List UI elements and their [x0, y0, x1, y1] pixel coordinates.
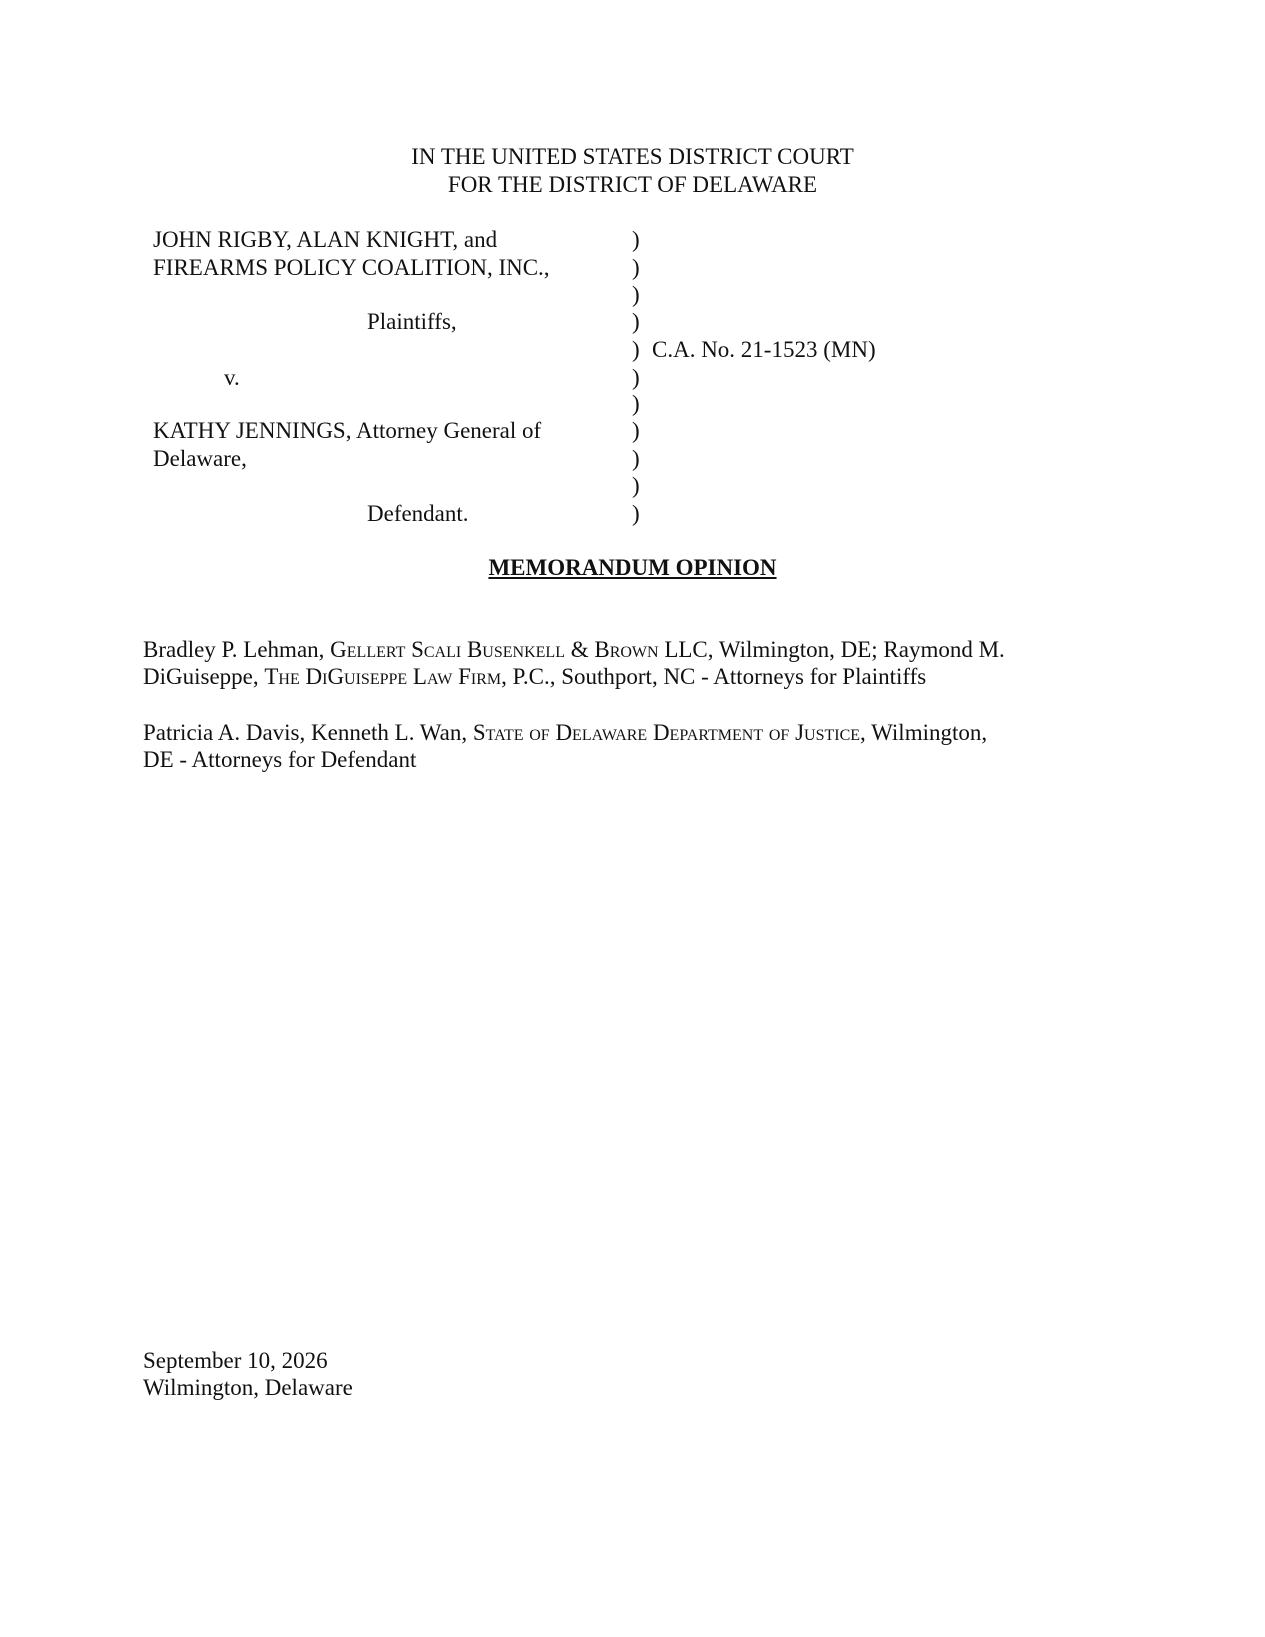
plaintiffs-names-line2: FIREARMS POLICY COALITION, INC., — [153, 255, 550, 280]
attorney-name: Bradley P. Lehman, — [143, 637, 331, 662]
caption-paren: ) — [632, 337, 640, 362]
firm-details: LLC, Wilmington, DE; Raymond M. — [658, 637, 1005, 662]
agency-name: State of Delaware Department of Justice — [472, 720, 861, 745]
caption-paren: ) — [632, 282, 640, 307]
law-firm-name: Gellert Scali Busenkell & Brown — [330, 637, 659, 662]
law-firm-name: The DiGuiseppe Law Firm — [264, 664, 502, 689]
plaintiffs-names-line1: JOHN RIGBY, ALAN KNIGHT, and — [153, 227, 498, 252]
caption-paren: ) — [632, 255, 640, 280]
plaintiffs-counsel-line1 — [143, 636, 1005, 664]
defendant-name-line1: KATHY JENNINGS, Attorney General of — [153, 418, 542, 443]
caption-paren: ) — [632, 418, 640, 443]
agency-details: , Wilmington, — [860, 720, 988, 745]
defendant-counsel-line1 — [143, 719, 987, 747]
document-title: MEMORANDUM OPINION — [488, 555, 777, 580]
caption-paren: ) — [632, 473, 640, 498]
court-name: IN THE UNITED STATES DISTRICT COURT — [411, 144, 854, 169]
caption-paren: ) — [632, 309, 640, 334]
caption-paren: ) — [632, 391, 640, 416]
versus: v. — [224, 365, 240, 390]
plaintiffs-counsel-line2 — [143, 663, 926, 691]
opinion-date: September 10, 2026 — [143, 1348, 328, 1373]
defendant-counsel-line2: DE - Attorneys for Defendant — [143, 747, 417, 772]
attorney-names: Patricia A. Davis, Kenneth L. Wan, — [143, 720, 473, 745]
caption-paren: ) — [632, 365, 640, 390]
caption-paren: ) — [632, 501, 640, 526]
defendant-name-line2: Delaware, — [153, 446, 247, 471]
plaintiffs-role: Plaintiffs, — [367, 309, 457, 334]
opinion-place: Wilmington, Delaware — [143, 1375, 353, 1400]
defendant-role: Defendant. — [367, 501, 469, 526]
attorney-name: DiGuiseppe, — [143, 664, 265, 689]
court-district: FOR THE DISTRICT OF DELAWARE — [447, 172, 818, 197]
case-number: C.A. No. 21-1523 (MN) — [652, 337, 876, 362]
caption-paren: ) — [632, 446, 640, 471]
caption-paren: ) — [632, 227, 640, 252]
firm-details: , P.C., Southport, NC - Attorneys for Plaintiffs — [501, 664, 927, 689]
